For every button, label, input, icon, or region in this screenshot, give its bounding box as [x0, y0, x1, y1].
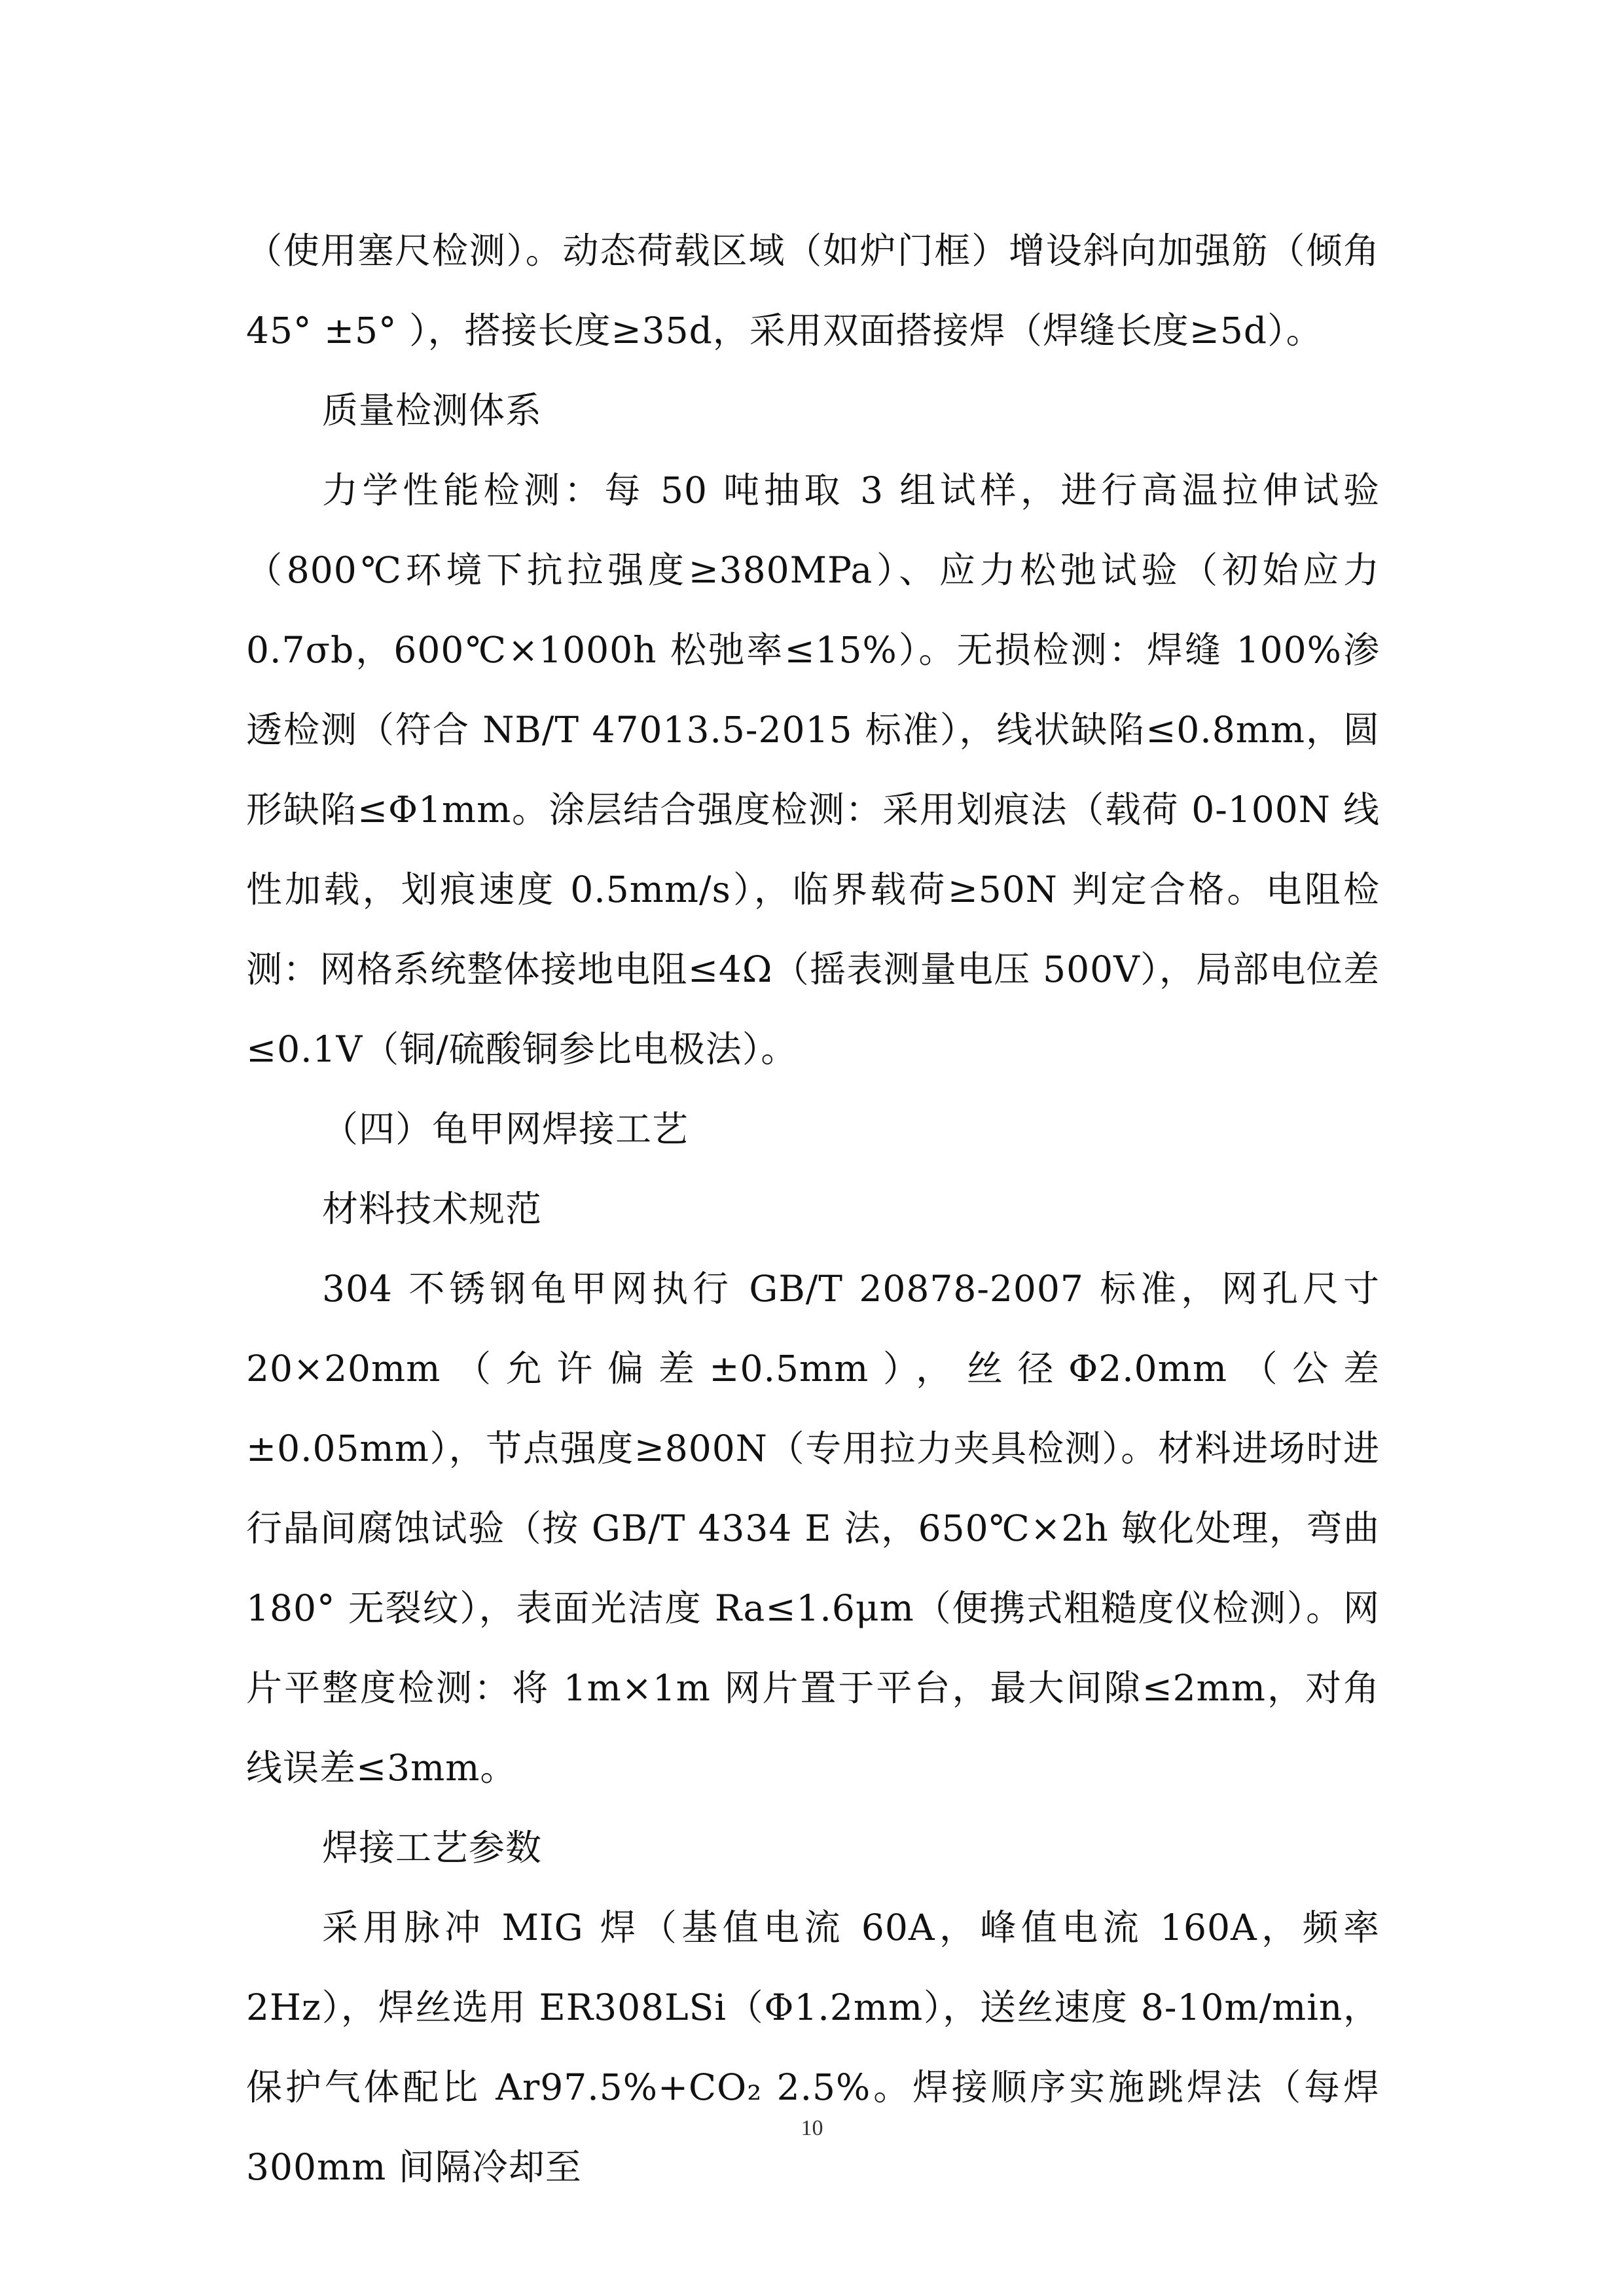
paragraph-material-spec: 304 不锈钢龟甲网执行 GB/T 20878-2007 标准，网孔尺寸 20×20mm（允许偏差±0.5mm），丝径Φ2.0mm（公差±0.05mm），节点强度≥800N（专用拉力夹具检测）。材料进场时进行晶间腐蚀试验（按 GB/T 4334 E 法，650℃×2h 敏化处理，弯曲 180° 无裂纹），表面光洁度 Ra≤1.6μm（便携式粗糙度仪检测）。网片平整度检测：将 1m×1m 网片置于平台，最大间隙≤2mm，对角线误差≤3mm。: [246, 1268, 1380, 1789]
heading-section-four: （四）龟甲网焊接工艺: [322, 1108, 689, 1150]
heading-quality-system: 质量检测体系: [322, 389, 543, 431]
heading-material-spec: 材料技术规范: [322, 1188, 543, 1230]
paragraph-welding-params: 采用脉冲 MIG 焊（基值电流 60A，峰值电流 160A，频率 2Hz），焊丝选用 ER308LSi（Φ1.2mm），送丝速度 8-10m/min，保护气体配比 Ar97.5%+CO₂ 2.5%。焊接顺序实施跳焊法（每焊 300mm 间隔冷却至: [246, 1907, 1380, 2188]
paragraph-continuation: （使用塞尺检测）。动态荷载区域（如炉门框）增设斜向加强筋（倾角 45° ±5° ），搭接长度≥35d，采用双面搭接焊（焊缝长度≥5d）。: [246, 230, 1380, 351]
body-text: [246, 211, 1380, 2207]
paragraph-quality-detection: 力学性能检测：每 50 吨抽取 3 组试样，进行高温拉伸试验（800℃环境下抗拉强度≥380MPa）、应力松弛试验（初始应力 0.7σb，600℃×1000h 松弛率≤15%）。无损检测：焊缝 100%渗透检测（符合 NB/T 47013.5-2015 标准），线状缺陷≤0.8mm，圆形缺陷≤Φ1mm。涂层结合强度检测：采用划痕法（载荷 0-100N 线性加载，划痕速度 0.5mm/s），临界载荷≥50N 判定合格。电阻检测：网格系统整体接地电阻≤4Ω（摇表测量电压 500V），局部电位差≤0.1V（铜/硫酸铜参比电极法）。: [246, 469, 1380, 1070]
page-number: 10: [801, 2116, 823, 2140]
heading-welding-params: 焊接工艺参数: [322, 1827, 543, 1869]
